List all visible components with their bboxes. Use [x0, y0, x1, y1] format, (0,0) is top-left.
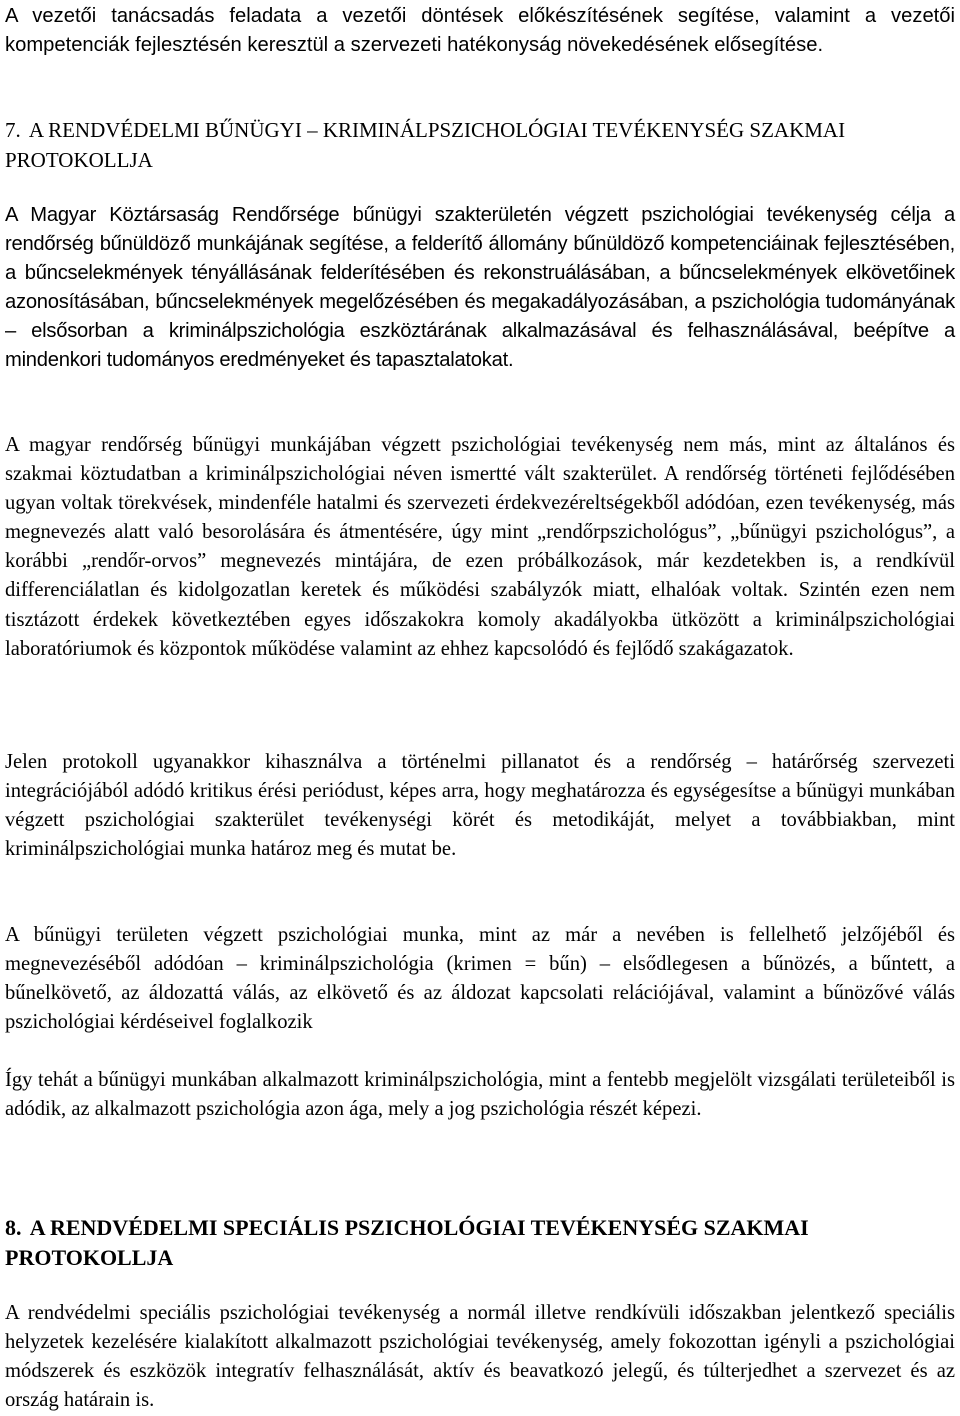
section-8-paragraph-1: A rendvédelmi speciális pszichológiai tevékenység a normál illetve rendkívüli időszakban jelentkező speciális helyzetek kezelésére kialakított alkalmazott pszichológiai tevékenység, amely fokozottan igényli a pszichológiai módszerek és eszközök integratív felhasználását, aktív és beavatkozó jelegű, és túlterjedhet a szervezet és az ország határain is. — [5, 1302, 955, 1412]
section-7-heading — [5, 116, 955, 175]
section-7-paragraph-3: Jelen protokoll ugyanakkor kihasználva a történelmi pillanatot és a rendőrség – határőrség szervezeti integrációjából adódó kritikus érési periódust, képes arra, hogy meghatározza és egységesítse a bűnügyi munkában végzett pszichológiai szakterület tevékenységi körét és metodikáját, melyet a továbbiakban, mint kriminálpszichológiai munka határoz meg és mutat be. — [5, 751, 955, 861]
section-8-heading — [5, 1213, 955, 1272]
section-8-title: A RENDVÉDELMI SPECIÁLIS PSZICHOLÓGIAI TEVÉKENYSÉG SZAKMAI PROTOKOLLJA — [5, 1215, 809, 1270]
section-8-number: 8. — [5, 1215, 22, 1240]
intro-paragraph: A vezetői tanácsadás feladata a vezetői döntések előkészítésének segítése, valamint a vezetői kompetenciák fejlesztésén keresztül a szervezeti hatékonyság növekedésének elősegítése. — [5, 5, 955, 57]
section-7-paragraph-2: A magyar rendőrség bűnügyi munkájában végzett pszichológiai tevékenység nem más, mint az általános és szakmai köztudatban a kriminálpszichológiai néven ismertté vált szakterület. A rendőrség történeti fejlődésében ugyan voltak törekvések, mindenféle hatalmi és szervezeti érdekvezéreltségekből adódóan, ezen tevékenység, más megnevezés alatt való besorolására és átmentésére, úgy mint „rendőrpszichológus”, „bűnügyi pszichológus”, a korábbi „rendőr-orvos” megnevezés mintájára, de ezen próbálkozások, már kezdetekben is, a rendkívül differenciálatlan és kidolgozatlan keretek és működési szabályzók miatt, elhalóak voltak. Szintén ezen nem tisztázott érdekek következtében egyes időszakokra komoly akadályokba ütközött a kriminálpszichológiai laboratóriumok és központok működése valamint az ehhez kapcsolódó és fejlődő szakágazatok. — [5, 434, 955, 660]
section-7-title: A RENDVÉDELMI BŰNÜGYI – KRIMINÁLPSZICHOLÓGIAI TEVÉKENYSÉG SZAKMAI PROTOKOLLJA — [5, 118, 846, 172]
section-7-number: 7. — [5, 118, 21, 142]
section-7-paragraph-4: A bűnügyi területen végzett pszichológiai munka, mint az már a nevében is fellelhető jelzőjéből és megnevezéséből adódóan – kriminálpszichológia (krimen = bűn) – elsődlegesen a bűnözés, a bűntett, a bűnelkövető, az áldozattá válás, az elkövető és az áldozat kapcsolati relációjával, valamint a bűnözővé válás pszichológiai kérdéseivel foglalkozik — [5, 924, 955, 1034]
section-7-paragraph-1: A Magyar Köztársaság Rendőrsége bűnügyi szakterületén végzett pszichológiai tevékenység célja a rendőrség bűnüldöző munkájának segítése, a felderítő állomány bűnüldöző kompetenciáinak fejlesztésében, a bűncselekmények tényállásának felderítésében és rekonstruálásában, a bűncselekmények elkövetőinek azonosításában, bűncselekmények megelőzésében és megakadályozásában, a pszichológia tudományának – elsősorban a kriminálpszichológia eszköztárának alkalmazásával és felhasználásával, beépítve a mindenkori tudományos eredményeket és tapasztalatokat. — [5, 204, 955, 372]
section-7-paragraph-5: Így tehát a bűnügyi munkában alkalmazott kriminálpszichológia, mint a fentebb megjelölt vizsgálati területeiből is adódik, az alkalmazott pszichológia azon ága, mely a jog pszichológia részét képezi. — [5, 1069, 955, 1121]
